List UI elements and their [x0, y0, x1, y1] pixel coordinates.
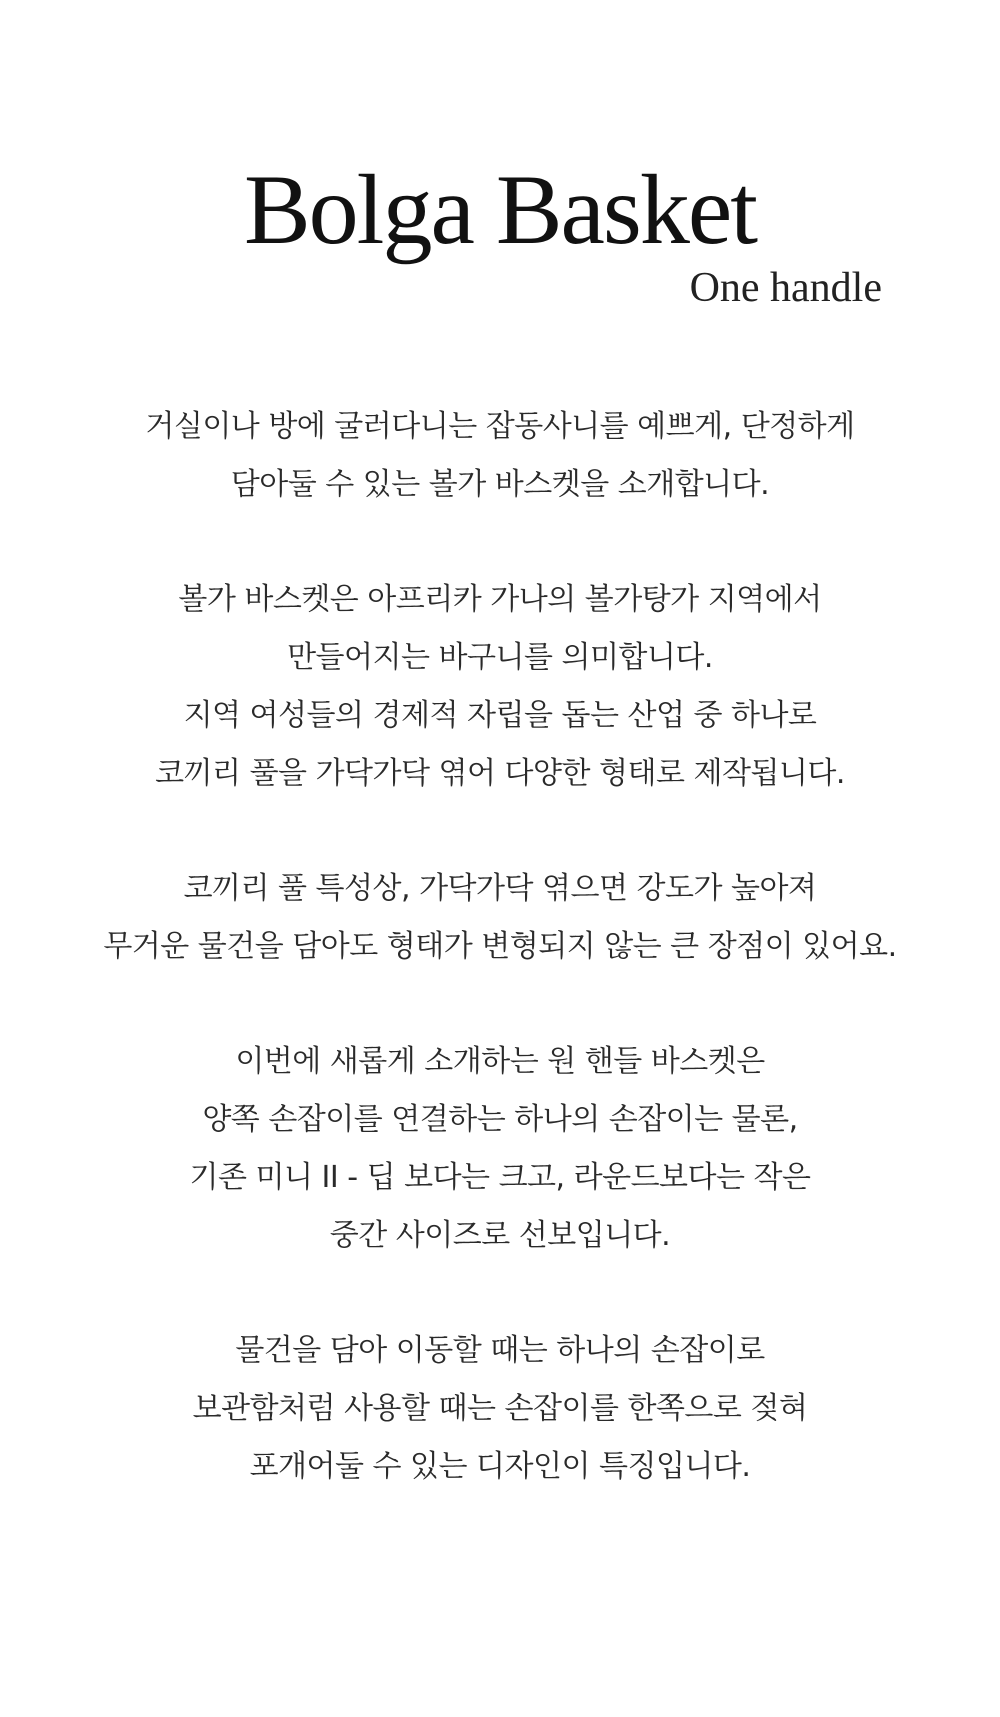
text-line: 이번에 새롭게 소개하는 원 핸들 바스켓은 [235, 1044, 765, 1079]
text-line: 양쪽 손잡이를 연결하는 하나의 손잡이는 물론, [202, 1102, 798, 1137]
text-line: 담아둘 수 있는 볼가 바스켓을 소개합니다. [230, 467, 770, 502]
paragraph-one-handle [0, 1033, 1000, 1265]
paragraph-design [0, 1322, 1000, 1496]
text-line: 코끼리 풀 특성상, 가닥가닥 엮으면 강도가 높아져 [183, 871, 817, 906]
paragraph-strength [0, 860, 1000, 976]
text-line: 무거운 물건을 담아도 형태가 변형되지 않는 큰 장점이 있어요. [103, 929, 897, 964]
text-line: 포개어둘 수 있는 디자인이 특징입니다. [249, 1449, 751, 1484]
title-block [0, 150, 1000, 310]
paragraph-intro [0, 398, 1000, 514]
text-line: 만들어지는 바구니를 의미합니다. [287, 640, 713, 675]
text-line: 기존 미니 II - 딥 보다는 크고, 라운드보다는 작은 [189, 1160, 811, 1195]
paragraph-origin [0, 571, 1000, 803]
text-line: 코끼리 풀을 가닥가닥 엮어 다양한 형태로 제작됩니다. [155, 756, 845, 791]
text-line: 거실이나 방에 굴러다니는 잡동사니를 예쁘게, 단정하게 [145, 409, 855, 444]
product-subtitle: One handle [689, 265, 882, 311]
product-title: Bolga Basket [243, 154, 757, 265]
text-line: 물건을 담아 이동할 때는 하나의 손잡이로 [235, 1333, 765, 1368]
text-line: 중간 사이즈로 선보입니다. [329, 1218, 671, 1253]
text-line: 볼가 바스켓은 아프리카 가나의 볼가탕가 지역에서 [178, 582, 822, 617]
text-line: 보관함처럼 사용할 때는 손잡이를 한쪽으로 젖혀 [192, 1391, 808, 1426]
description [0, 398, 1000, 1553]
text-line: 지역 여성들의 경제적 자립을 돕는 산업 중 하나로 [183, 698, 817, 733]
